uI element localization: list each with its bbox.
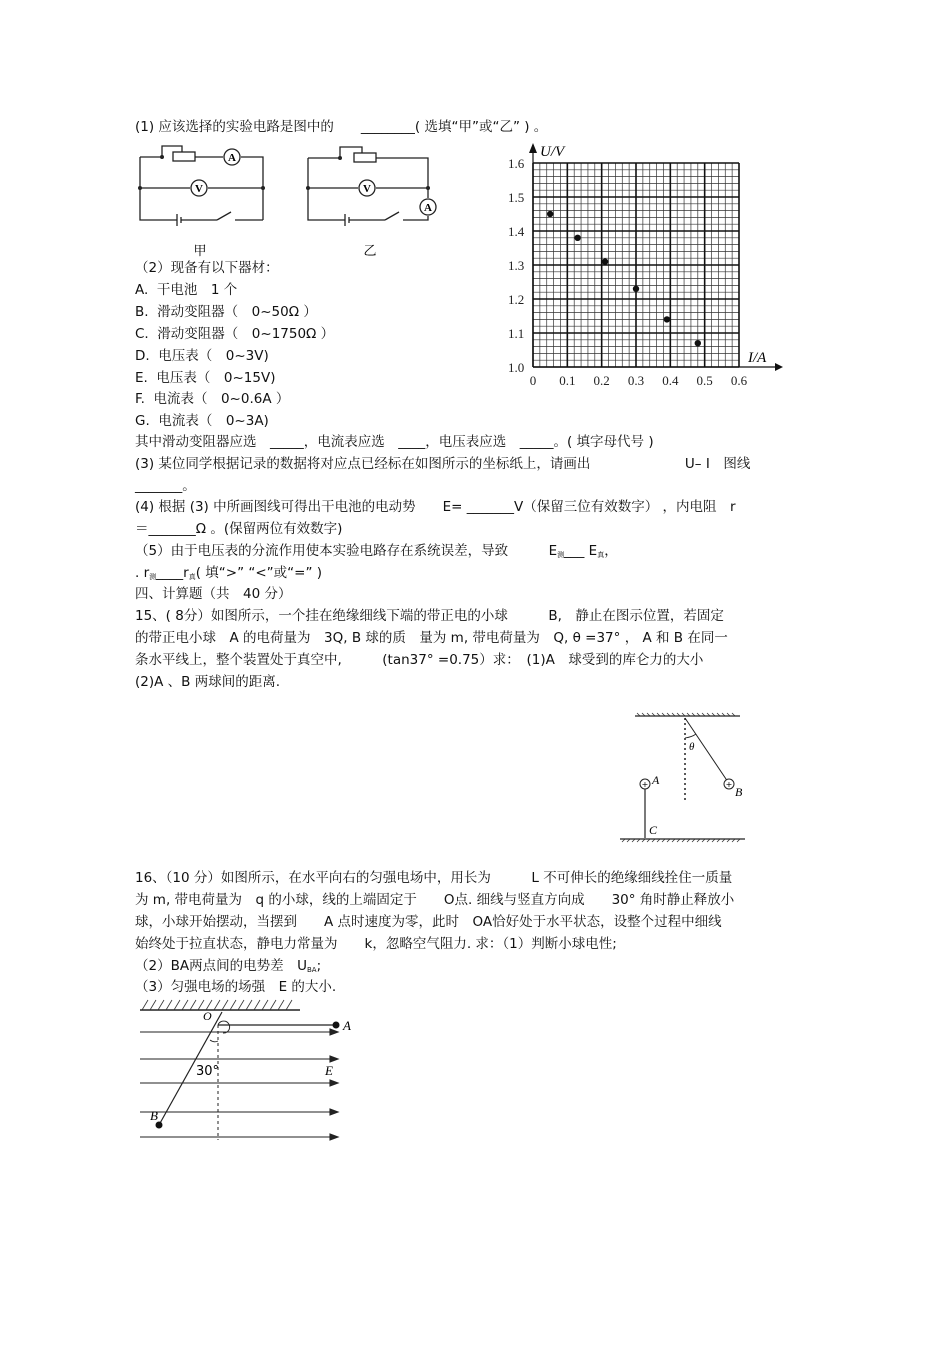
svg-text:30°: 30°: [196, 1064, 220, 1079]
svg-text:1.0: 1.0: [508, 360, 525, 375]
svg-text:θ: θ: [689, 741, 695, 753]
equipment-item: A. 干电池 1 个: [135, 282, 238, 298]
p15-line: 的带正电小球 A 的电荷量为 3Q, B 球的质 量为 m, 带电荷量为 Q, θ =37° ， A 和 B 在同一: [135, 630, 728, 646]
p16-line: 为 m, 带电荷量为 q 的小球，线的上端固定于 O点. 细线与竖直方向成 30° 角时静止释放小: [135, 892, 735, 908]
equipment-item: G. 电流表（ 0~3A): [135, 413, 269, 429]
q5-line2: . $r_测\_\_\_\_r_真$( 填“>” “<”或“=” ): [135, 565, 323, 581]
svg-text:V: V: [195, 183, 203, 195]
svg-text:+: +: [725, 780, 733, 789]
svg-text:1.3: 1.3: [508, 258, 525, 273]
svg-text:1.4: 1.4: [508, 224, 525, 239]
p15-line: 15、( 8分）如图所示，一个挂在绝缘细线下端的带正电的小球 B, 静止在图示位置，若固定: [135, 608, 724, 624]
q5-line1: （5）由于电压表的分流作用使本实验电路存在系统误差，导致 $E_测\_\_\_$ $E_真$，: [135, 543, 618, 559]
p16-line6: （3）匀强电场的场强 E 的大小.: [135, 979, 337, 995]
svg-text:1.1: 1.1: [508, 326, 525, 341]
svg-text:0: 0: [529, 373, 537, 388]
svg-text:0.2: 0.2: [593, 373, 610, 388]
data-point: [602, 258, 608, 264]
equipment-item: B. 滑动变阻器（ 0~50Ω ）: [135, 304, 317, 320]
p16-line5: （2）BA两点间的电势差 $U_{BA}$;: [135, 958, 322, 974]
svg-text:B: B: [150, 1108, 158, 1123]
svg-text:0.6: 0.6: [730, 373, 748, 388]
y-axis-label: U/V: [540, 144, 565, 160]
u-i-graph: [500, 140, 790, 390]
svg-text:+: +: [641, 780, 649, 789]
data-point: [695, 340, 701, 346]
svg-text:C: C: [649, 823, 658, 837]
svg-text:0.1: 0.1: [559, 373, 576, 388]
p16-line: 始终处于拉直状态，静电力常量为 k，忽略空气阻力. 求：（1）判断小球电性;: [135, 936, 617, 952]
p16-line: 16、（10 分）如图所示，在水平向右的匀强电场中，用长为 L 不可伸长的绝缘细线拴住一质量: [135, 870, 733, 886]
svg-text:B: B: [735, 785, 743, 799]
equipment-item: C. 滑动变阻器（ 0~1750Ω ）: [135, 326, 335, 342]
section-title: 四、计算题（共 40 分）: [135, 586, 292, 602]
q2-intro: （2）现备有以下器材：: [135, 260, 279, 276]
circuit-diagram-yi: [300, 140, 450, 260]
q3-line2: _______。: [135, 478, 196, 494]
data-point: [574, 235, 580, 241]
p15-figure: [600, 700, 780, 850]
svg-text:A: A: [652, 773, 660, 787]
svg-text:V: V: [363, 183, 371, 195]
equipment-item: F. 电流表（ 0~0.6A ）: [135, 391, 290, 407]
q4-line1: (4) 根据 (3) 中所画图线可得出干电池的电动势 E= _______V（保留三位有效数字） ，内电阻 r: [135, 499, 736, 515]
svg-text:O: O: [203, 1009, 212, 1023]
label-jia: 甲: [193, 244, 207, 259]
equipment-item: E. 电压表（ 0~15V): [135, 370, 276, 386]
q2-question: 其中滑动变阻器应选 _____，电流表应选 ____，电压表应选 _____。( 填字母代号 ): [135, 434, 654, 450]
svg-text:1.6: 1.6: [508, 156, 525, 171]
p15-line: (2)A 、B 两球间的距离.: [135, 674, 280, 690]
q4-line2: ＝_______Ω 。(保留两位有效数字): [135, 521, 343, 537]
x-axis-label: I/A: [748, 350, 767, 366]
svg-text:A: A: [228, 152, 236, 164]
data-point: [547, 211, 553, 217]
p15-line: 条水平线上，整个装置处于真空中, (tan37° =0.75）求： (1)A 球受到的库仑力的大小: [135, 652, 704, 668]
equipment-item: D. 电压表（ 0~3V): [135, 348, 269, 364]
q3-line1: (3) 某位同学根据记录的数据将对应点已经标在如图所示的坐标纸上，请画出 U– I 图线: [135, 456, 751, 472]
svg-text:A: A: [424, 202, 432, 214]
svg-text:0.5: 0.5: [696, 373, 713, 388]
svg-text:E: E: [325, 1063, 333, 1078]
p16-figure: [130, 995, 370, 1145]
svg-text:A: A: [343, 1018, 351, 1033]
circuit-diagram-jia: [135, 140, 275, 260]
label-yi: 乙: [363, 244, 377, 259]
p16-line: 球，小球开始摆动，当摆到 A 点时速度为零，此时 OA恰好处于水平状态，设整个过程中细线: [135, 914, 722, 930]
data-point: [633, 286, 639, 292]
data-point: [664, 316, 670, 322]
svg-text:1.5: 1.5: [508, 190, 525, 205]
svg-text:0.3: 0.3: [627, 373, 645, 388]
svg-text:1.2: 1.2: [508, 292, 525, 307]
q1-text: (1) 应该选择的实验电路是图中的 ________( 选填“甲”或“乙” ) 。: [135, 119, 548, 135]
svg-text:0.4: 0.4: [662, 373, 679, 388]
